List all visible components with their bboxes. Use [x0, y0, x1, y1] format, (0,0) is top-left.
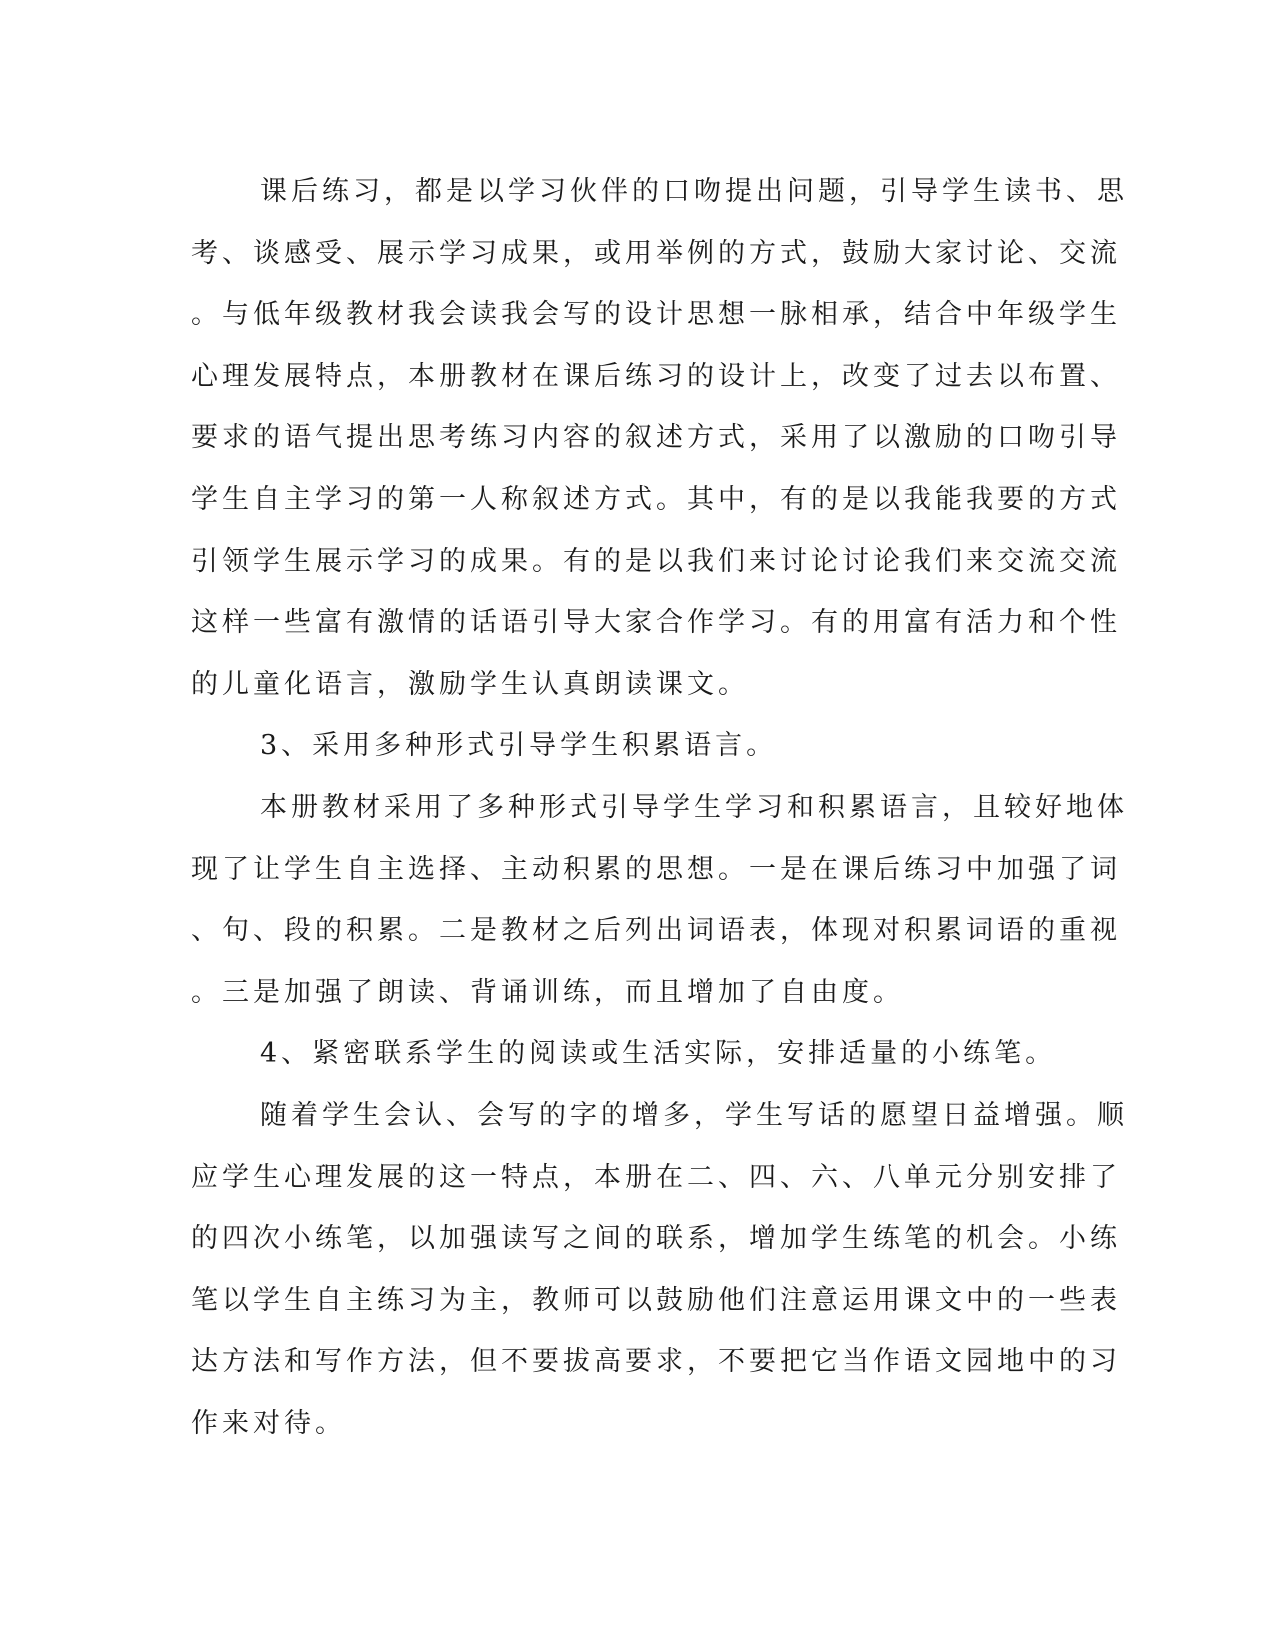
paragraph-line: 的四次小练笔，以加强读写之间的联系，增加学生练笔的机会。小练: [191, 1223, 1121, 1255]
section-heading-4: 4、紧密联系学生的阅读或生活实际，安排适量的小练笔。: [260, 1038, 1057, 1070]
section-heading-3: 3、采用多种形式引导学生积累语言。: [260, 730, 778, 762]
paragraph-first-line: 本册教材采用了多种形式引导学生学习和积累语言，且较好地体: [260, 791, 1128, 823]
paragraph-line: 应学生心理发展的这一特点，本册在二、四、六、八单元分别安排了: [191, 1161, 1121, 1193]
paragraph-line: 作来对待。: [191, 1407, 346, 1439]
paragraph-line: 这样一些富有激情的话语引导大家合作学习。有的用富有活力和个性: [191, 607, 1121, 639]
paragraph-line: 心理发展特点，本册教材在课后练习的设计上，改变了过去以布置、: [191, 360, 1121, 392]
paragraph-line: 现了让学生自主选择、主动积累的思想。一是在课后练习中加强了词: [191, 853, 1121, 885]
paragraph-line: 。三是加强了朗读、背诵训练，而且增加了自由度。: [191, 976, 904, 1008]
paragraph-line: 要求的语气提出思考练习内容的叙述方式，采用了以激励的口吻引导: [191, 422, 1121, 454]
paragraph-line: 引领学生展示学习的成果。有的是以我们来讨论讨论我们来交流交流: [191, 545, 1121, 577]
paragraph-line: 。与低年级教材我会读我会写的设计思想一脉相承，结合中年级学生: [191, 299, 1121, 331]
paragraph-line: 达方法和写作方法，但不要拔高要求，不要把它当作语文园地中的习: [191, 1346, 1121, 1378]
paragraph-first-line: 随着学生会认、会写的字的增多，学生写话的愿望日益增强。顺: [260, 1099, 1128, 1131]
paragraph-line: 的儿童化语言，激励学生认真朗读课文。: [191, 668, 749, 700]
document-body: [191, 161, 1128, 1454]
paragraph-line: 笔以学生自主练习为主，教师可以鼓励他们注意运用课文中的一些表: [191, 1284, 1121, 1316]
paragraph-line: 、句、段的积累。二是教材之后列出词语表，体现对积累词语的重视: [191, 915, 1121, 947]
paragraph-line: 学生自主学习的第一人称叙述方式。其中，有的是以我能我要的方式: [191, 483, 1121, 515]
paragraph-line: 考、谈感受、展示学习成果，或用举例的方式，鼓励大家讨论、交流: [191, 237, 1121, 269]
paragraph-first-line: 课后练习，都是以学习伙伴的口吻提出问题，引导学生读书、思: [260, 176, 1128, 207]
